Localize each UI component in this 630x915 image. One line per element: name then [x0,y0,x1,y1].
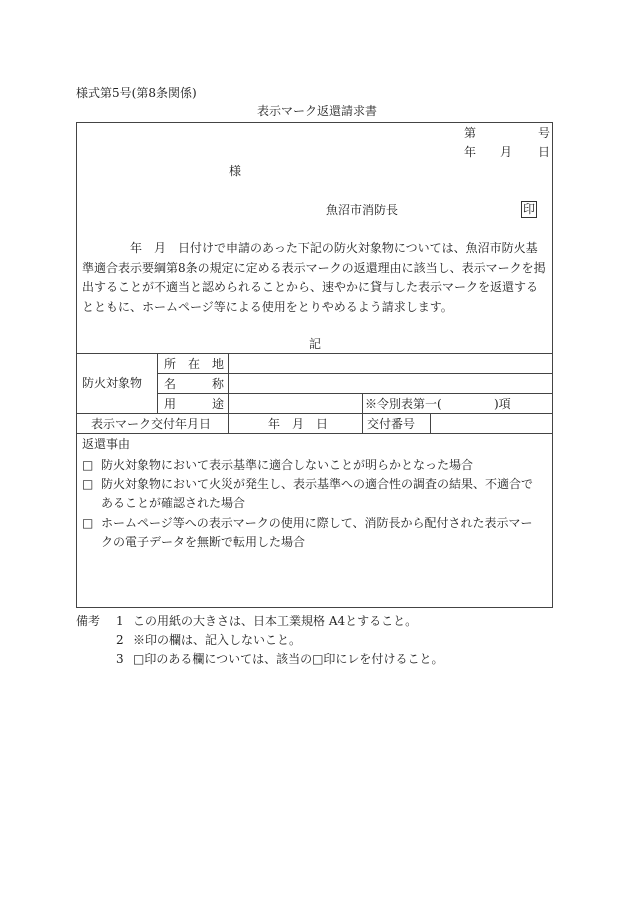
note-1-number: 1 [116,614,124,628]
note-3-text: □印のある欄については、該当の□印にレを付けること。 [133,652,444,666]
body-line-2: 準適合表示要綱第8条の規定に定める表示マークの返還理由に該当し、表示マークを掲 [82,261,546,275]
col-line-ref [362,393,363,433]
doc-number-dai: 第 [464,126,477,140]
reason-3-text-line1: ホームページ等への表示マークの使用に際して、消防長から配付された表示マー [101,516,533,530]
notes-label: 備考 [76,614,101,628]
fire-object-label: 防火対象物 [82,376,143,390]
reason-2-checkbox[interactable]: □ [82,477,94,491]
body-line-3: 出することが不適当と認められることから、速やかに貸与した表示マークを返還する [82,280,539,294]
reason-3-checkbox[interactable]: □ [82,516,94,530]
use-label: 用 途 [164,397,225,411]
date-month: 月 [500,145,513,159]
reasons-heading: 返還事由 [82,437,131,451]
issue-date-label: 表示マーク交付年月日 [91,417,212,431]
note-1-text: この用紙の大きさは、日本工業規格 A4とすること。 [133,614,418,628]
reason-2-text-line2: あることが確認された場合 [101,496,246,510]
reason-3-text-line2: クの電子データを無断で転用した場合 [101,535,306,549]
addressee-sama: 様 [229,164,242,178]
use-ref-suffix: )項 [494,397,511,411]
date-year: 年 [464,145,477,159]
row-line-4 [76,433,553,434]
note-2-text: ※印の欄は、記入しないこと。 [133,633,302,647]
col-line-label [228,353,229,433]
seal-mark: 印 [522,202,535,216]
issue-date-value: 年 月 日 [268,417,329,431]
reason-1-checkbox[interactable]: □ [82,458,94,472]
body-line-4: とともに、ホームページ等による使用をとりやめるよう請求します。 [82,300,453,314]
reason-2-text-line1: 防火対象物において火災が発生し、表示基準への適合性の調査の結果、不適合で [101,477,534,491]
issue-number-label: 交付番号 [367,417,416,431]
use-ref-prefix: ※令別表第一( [365,397,442,411]
note-3-number: 3 [116,652,124,666]
issuer-name: 魚沼市消防長 [326,203,399,217]
row-line-3 [76,413,553,414]
name-label: 名 称 [164,377,225,391]
doc-number-go: 号 [538,126,551,140]
ki-heading: 記 [309,337,322,351]
col-line-issue-no [430,413,431,433]
document-title: 表示マーク返還請求書 [257,104,378,118]
note-2-number: 2 [116,633,124,647]
table-top-line [76,353,553,354]
body-line-1: 年 月 日付けで申請のあった下記の防火対象物については、魚沼市防火基 [130,241,538,255]
row-line-1 [157,373,553,374]
date-day: 日 [538,145,551,159]
reason-1-text: 防火対象物において表示基準に適合しないことが明らかとなった場合 [101,458,474,472]
location-label: 所 在 地 [164,357,225,371]
form-number: 様式第5号(第8条関係) [76,86,197,100]
col-line-group [157,353,158,413]
row-line-2 [157,393,553,394]
